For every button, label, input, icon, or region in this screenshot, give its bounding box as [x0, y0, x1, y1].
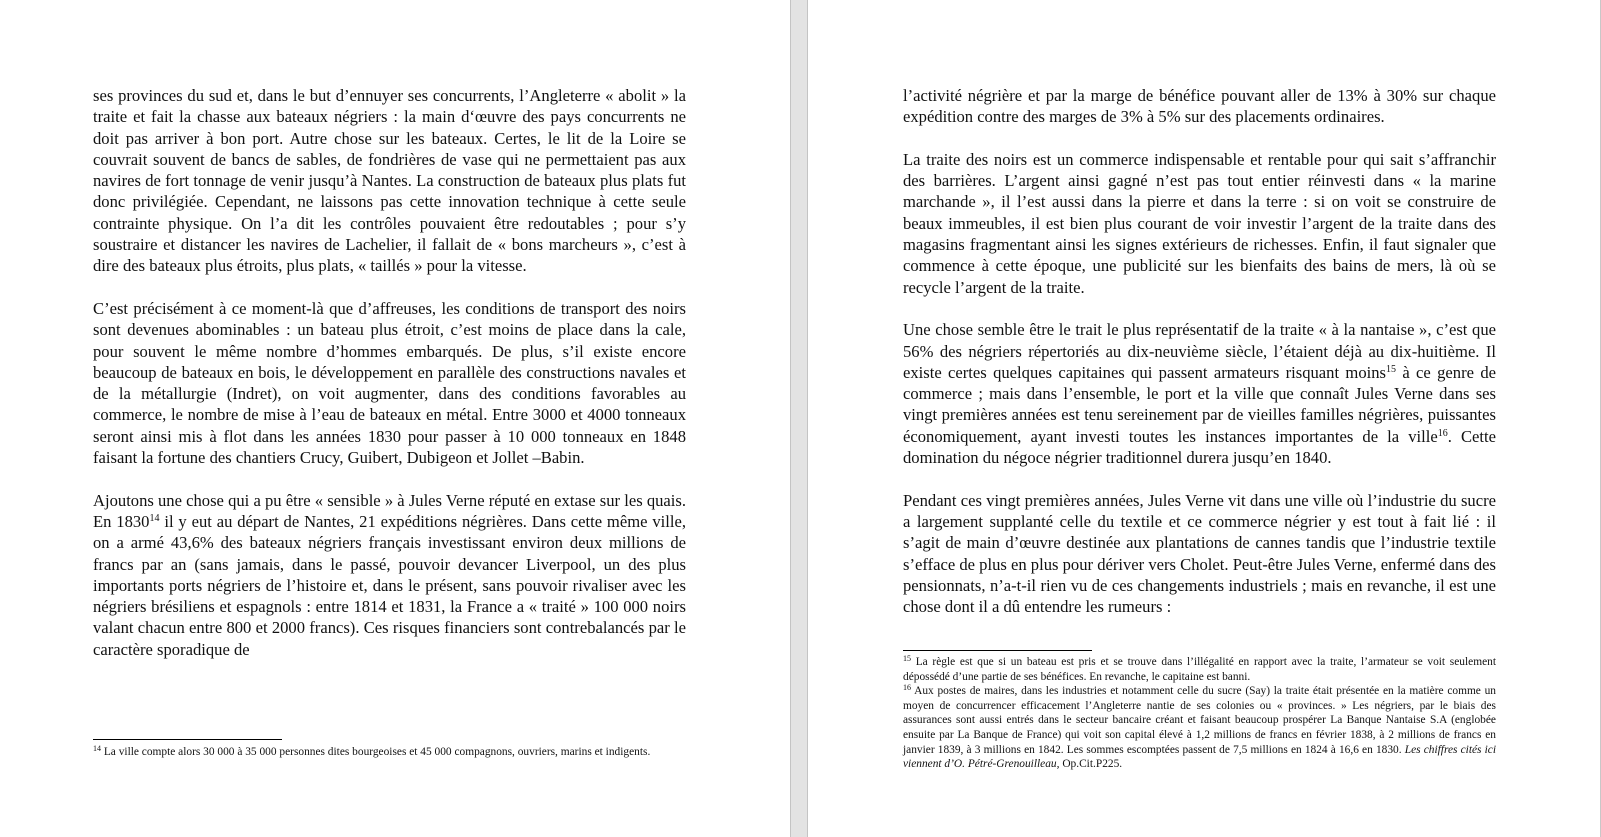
- paragraph-text: il y eut au départ de Nantes, 21 expéditions négrières. Dans cette même ville, on a armé 43,6% des bateaux négriers français investissant environ deux millions de francs par an (sans jamais, dans le passé, pouvoir devancer Liverpool, un des plus importants ports négriers de l’histoire et, dans le présent, sans pouvoir rivaliser avec les négriers brésiliens et espagnols : entre 1814 et 1831, la France a « traité » 100 000 noirs valant chacun entre 800 et 2000 francs). Ces risques financiers sont contrebalancés par le caractère sporadique de: [93, 511, 686, 659]
- footnote: [903, 684, 1496, 772]
- page-gap: [790, 0, 808, 837]
- footnote-reference[interactable]: 15: [1386, 363, 1396, 375]
- footnote-text: La ville compte alors 30 000 à 35 000 personnes dites bourgeoises et 45 000 compagnons, ouvriers, marins et indigents.: [101, 746, 651, 758]
- footnote-number: 14: [93, 744, 101, 753]
- footnotes: [903, 655, 1496, 772]
- paragraph: ses provinces du sud et, dans le but d’ennuyer ses concurrents, l’Angleterre « abolit » la traite et fait la chasse aux bateaux négriers : la main d‘œuvre des pays concurrents ne doit pas arriver à bon port. Autre chose sur les bateaux. Certes, le lit de la Loire se couvrait souvent de bancs de sables, de fondrières de vase qui ne permettaient pas aux navires de fort tonnage de venir jusqu’à Nantes. La construction de bateaux plus plats fut donc privilégiée. Cependant, ne laissons pas cette innovation technique à cette seule contrainte physique. On l’a dit les contrôles pouvaient être redoutables ; pour s’y soustraire et distancer les navires de Lachelier, il fallait de « bons marcheurs », c’est à dire des bateaux plus étroits, plus plats, « taillés » pour la vitesse.: [93, 86, 686, 276]
- footnotes: [93, 745, 686, 760]
- footnote-text: Aux postes de maires, dans les industries et notamment celle du sucre (Say) la traite était présentée en la matière comme un moyen de concurrencer efficacement l’Angleterre nantie de ses colonies ou « provinces. » Les négriers, par le biais des assurances sont aussi entrés dans le secteur bancaire créant et faisant beaucoup prospérer La Banque Nantaise S.A (englobée ensuite par La Banque de France) qui voit son capital élevé à 1,2 millions de francs en février 1838, à 2 millions de francs en janvier 1839, à 3 millions en 1842. Les sommes escomptées passent de 7,5 millions en 1824 à 16,6 en 1830.: [903, 685, 1496, 756]
- footnote-reference[interactable]: 14: [149, 512, 160, 524]
- body-text: [93, 85, 686, 660]
- paragraph-text: . Cette domination du négoce négrier traditionnel durera jusqu’en 1840.: [903, 426, 1496, 468]
- footnote-number: 15: [903, 654, 911, 663]
- footnote-citation: Les chiffres cités ici viennent d’O. Pétré-Grenouilleau,: [903, 743, 1497, 771]
- paragraph: Pendant ces vingt premières années, Jules Verne vit dans une ville où l’industrie du sucre a largement supplanté celle du textile et ce commerce négrier y est tout à fait lié : il s’agit de main d’œuvre destinée aux plantations de cannes tandis que l’industrie textile s’efface de plus en plus pour dériver vers Cholet. Peut-être Jules Verne, enfermé dans des pensionnats, n’a-t-il rien vu de ces changements industriels ; mais en revanche, il est une chose dont il a dû entendre les rumeurs :: [903, 490, 1496, 617]
- paragraph: C’est précisément à ce moment-là que d’affreuses, les conditions de transport des noirs sont devenues abominables : un bateau plus étroit, c’est moins de place dans la cale, pour souvent le même nombre d’hommes embarqués. De plus, s’il existe encore beaucoup de bateaux en bois, le développement en parallèle des constructions navales et de la métallurgie (Indret), on voit augmenter, dans des conditions favorables au commerce, le nombre de mise à l’eau de bateaux en métal. Entre 3000 et 4000 tonneaux seront ainsi mis à flot dans les années 1830 pour passer à 10 000 tonneaux en 1848 faisant la fortune des chantiers Crucy, Guibert, Dubigeon et Jollet –Babin.: [93, 298, 686, 468]
- document-page-right: [808, 0, 1601, 837]
- paragraph: l’activité négrière et par la marge de bénéfice pouvant aller de 13% à 30% sur chaque expédition contre des marges de 3% à 5% sur des placements ordinaires.: [903, 86, 1496, 127]
- footnote: [93, 745, 686, 760]
- footnote-separator: [93, 739, 282, 740]
- footnote-reference[interactable]: 16: [1437, 427, 1448, 439]
- footnote: [903, 655, 1496, 684]
- paragraph: [903, 319, 1496, 468]
- footnote-separator: [903, 650, 1092, 651]
- footnote-text: La règle est que si un bateau est pris et se trouve dans l’illégalité en rapport avec la traite, l’armateur se voit seulement dépossédé d’une partie de ses bénéfices. En revanche, le capitaine est banni.: [903, 656, 1496, 683]
- body-text: [903, 85, 1496, 617]
- paragraph-text: à ce genre de commerce ; mais dans l’ensemble, le port et la ville que connaît Jules Verne dans ses vingt premières années est tenu sereinement par de vieilles familles négrières, puissantes économiquement, ayant investi toutes les instances importantes de la ville: [903, 362, 1496, 446]
- paragraph: [93, 490, 686, 660]
- footnote-text: Op.Cit.P225.: [1059, 758, 1123, 771]
- paragraph: La traite des noirs est un commerce indispensable et rentable pour qui sait s’affranchir des barrières. L’argent ainsi gagné n’est pas tout entier réinvesti dans « la marine marchande », il l’est aussi dans la pierre et dans la terre : si on voit se construire de beaux immeubles, il est bien plus courant de voir investir l’argent de la traite dans des magasins fragmentant ainsi les signes extérieurs de richesses. Enfin, il faut signaler que commence à cette époque, une publicité sur les bienfaits des bains de mers, là où se recycle l’argent de la traite.: [903, 149, 1496, 297]
- footnote-number: 16: [903, 683, 911, 693]
- paragraph-text: Ajoutons une chose qui a pu être « sensible » à Jules Verne réputé en extase sur les quais. En 1830: [93, 490, 686, 531]
- paragraph-text: Une chose semble être le trait le plus représentatif de la traite « à la nantaise », c’est que 56% des négriers répertoriés au dix-neuvième siècle, l’étaient déjà au dix-huitième. Il existe certes quelques capitaines qui passent armateurs risquant moins: [903, 320, 1496, 382]
- document-page-left: [0, 0, 790, 837]
